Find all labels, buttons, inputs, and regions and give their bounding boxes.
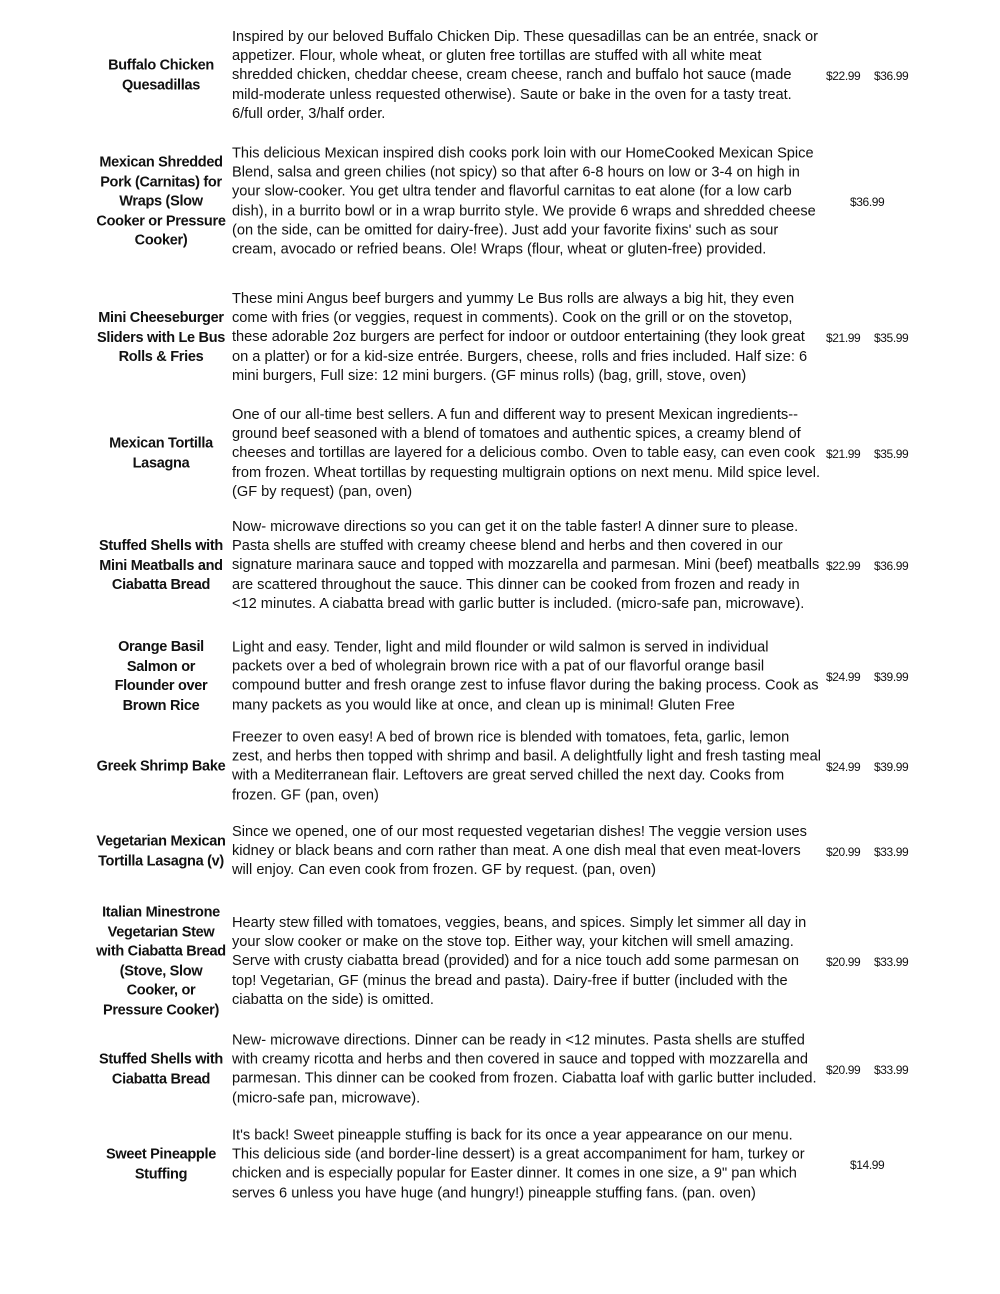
item-name: Buffalo Chicken Quesadillas [108,57,214,93]
item-name: Stuffed Shells with Mini Meatballs and Ciabatta Bread [98,537,223,593]
menu-item [0,628,1000,726]
item-name: Vegetarian Mexican Tortilla Lasagna (v) [96,833,226,869]
item-name: Sweet Pineapple Stuffing [106,1146,216,1182]
item-price-full: $39.99 [874,670,909,684]
item-description: Now- microwave directions so you can get it on the table faster! A dinner sure to please. Pasta shells are stuffed with creamy cheese blend and herbs and then covered in our signature marinara sauce and topped with mozzarella and parmesan. Mini (beef) meatballs are scattered throughout the sauce. This dinner can be cooked from frozen and ready in <12 minutes. A ciabatta bread with garlic butter is included. (micro-safe pan, microwave). [232,518,820,612]
item-price-half: $22.99 [826,559,861,573]
item-description: This delicious Mexican inspired dish cooks pork loin with our HomeCooked Mexican Spice Blend, salsa and green chilies (not spicy) so that after 6-8 hours on low or 3-4 on high in your slow-cooker. You get ultra tender and flavorful carnitas to eat alone (for a low carb dish), in a burrito bowl or in a wrap burrito style. We provide 6 wraps and shredded cheese (on the side, can be omitted for dairy-free). Just add your favorite fixins' such as sour cream, avocado or refried beans. Ole! Wraps (flour, wheat or gluten-free) provided. [232,145,816,258]
item-price-full: $33.99 [874,955,909,969]
item-price: $36.99 [850,195,885,209]
item-description: One of our all-time best sellers. A fun and different way to present Mexican ingredients-- ground beef seasoned with a blend of tomatoes and authentic spices, a creamy blend of cheeses and tortillas are layered for a delicious combo. Oven to table easy, can even cook from frozen. Wheat tortillas by requesting multigrain options on next menu. Mild spice level. (GF by request) (pan, oven) [232,406,821,500]
item-description: Light and easy. Tender, light and mild flounder or wild salmon is served in individual packets over a bed of wholegrain brown rice with a pat of our flavorful orange basil compound butter and fresh orange zest to infuse flavor during the baking process. Cook as many packets as you would like at once, and clean up is minimal! Gluten Free [232,639,819,714]
item-price-full: $39.99 [874,760,909,774]
item-name: Greek Shrimp Bake [96,758,226,775]
item-price-full: $36.99 [874,559,909,573]
item-price-half: $21.99 [826,331,861,345]
item-description: Since we opened, one of our most requested vegetarian dishes! The veggie version uses kidney or black beans and corn rather than meat. A one dish meal that even meat-lovers will enjoy. Can even cook from frozen. GF by request. (pan, oven) [232,824,807,879]
item-price-half: $24.99 [826,670,861,684]
menu-item [0,1031,1000,1109]
item-price: $14.99 [850,1158,885,1172]
menu-item [0,24,1000,128]
menu-item [0,822,1000,882]
item-description: New- microwave directions. Dinner can be ready in <12 minutes. Pasta shells are stuffed with creamy ricotta and herbs and then covered in sauce and topped with mozzarella and parmesan. This dinner can be cooked from frozen. Ciabatta loaf with garlic butter included. (micro-safe pan, microwave). [232,1032,817,1107]
item-price-full: $35.99 [874,447,909,461]
item-name: Italian Minestrone Vegetarian Stew with Ciabatta Bread (Stove, Slow Cooker, or Pressure Cooker) [96,904,226,1018]
item-description: Hearty stew filled with tomatoes, veggies, beans, and spices. Simply let simmer all day in your slow cooker or make on the stove top. Either way, your kitchen will smell amazing. Serve with crusty ciabatta bread (provided) and for a nice touch add some parmesan on top! Vegetarian, GF (minus the bread and pasta). Dairy-free if butter (included with the ciabatta on the side) is omitted. [232,914,807,1008]
item-price-half: $24.99 [826,760,861,774]
menu-item [0,901,1000,1023]
item-price-half: $20.99 [826,1063,861,1077]
menu-item [0,279,1000,397]
item-price-full: $36.99 [874,69,909,83]
menu-item [0,727,1000,807]
item-price-full: $33.99 [874,1063,909,1077]
item-price-half: $22.99 [826,69,861,83]
item-description: These mini Angus beef burgers and yummy Le Bus rolls are always a big hit, they even come with fries (or veggies, request in comments). Cook on the grill or on the stovetop, these adorable 2oz burgers are perfect for indoor or outdoor entertaining (they look great on a platter) or for a kid-size entrée. Burgers, cheese, rolls and fries included. Half size: 6 mini burgers, Full size: 12 mini burgers. (GF minus rolls) (bag, grill, stove, oven) [232,290,808,384]
menu-item [0,1116,1000,1214]
item-description: It's back! Sweet pineapple stuffing is back for its once a year appearance on our menu. This delicious side (and border-line dessert) is a great accompaniment for ham, turkey or chicken and is especially popular for Easter dinner. It comes in one size, a 9" pan which serves 6 unless you have huge (and hungry!) pineapple stuffing fans. (pan. oven) [232,1127,805,1202]
item-name: Mexican Tortilla Lasagna [109,435,213,471]
item-price-full: $33.99 [874,845,909,859]
item-name: Mexican Shredded Pork (Carnitas) for Wraps (Slow Cooker or Pressure Cooker) [96,154,226,249]
item-name: Stuffed Shells with Ciabatta Bread [98,1051,223,1087]
item-name: Orange Basil Salmon or Flounder over Brown Rice [114,639,208,714]
item-name: Mini Cheeseburger Sliders with Le Bus Rolls & Fries [96,309,226,365]
menu-item [0,134,1000,270]
item-price-half: $20.99 [826,845,861,859]
item-price-half: $20.99 [826,955,861,969]
item-description: Freezer to oven easy! A bed of brown rice is blended with tomatoes, feta, garlic, lemon zest, and herbs then topped with shrimp and basil. A delightfully light and fresh tasting meal with a Mediterranean flair. Leftovers are great served chilled the next day. Cooks from frozen. GF (pan, oven) [232,729,821,804]
item-price-half: $21.99 [826,447,861,461]
menu-item [0,507,1000,625]
item-description: Inspired by our beloved Buffalo Chicken Dip. These quesadillas can be an entrée, snack or appetizer. Flour, whole wheat, or gluten free tortillas are stuffed with all white meat shredded chicken, cheddar cheese, cream cheese, ranch and buffalo hot sauce (made mild-moderate unless requested otherwise). Saute or bake in the oven for a tasty treat. 6/full order, 3/half order. [232,28,819,122]
item-price-full: $35.99 [874,331,909,345]
menu-item [0,405,1000,503]
